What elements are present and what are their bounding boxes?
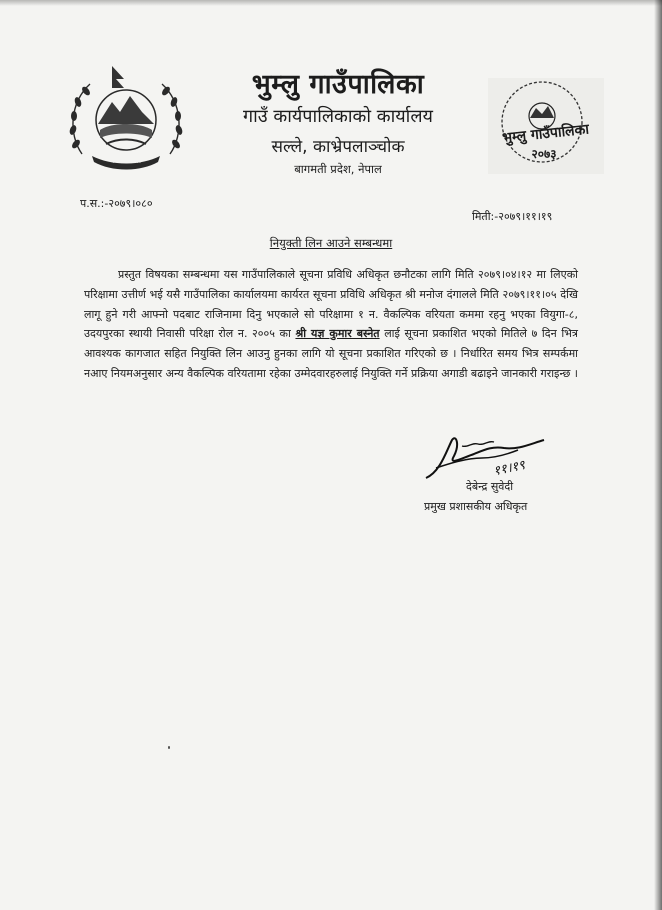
province-line: बागमती प्रदेश, नेपाल [294,162,382,176]
emblem-banner-text: नेपाल सरकार [111,158,141,165]
office-name: गाउँ कार्यपालिकाको कार्यालय [243,106,433,127]
scan-top-shadow [0,0,662,6]
stamp-year: २०७३ [531,147,557,161]
municipality-name: भुम्लु गाउँपालिका [251,69,425,100]
body-text-part2: लाई सूचना प्रकाशित भएको मितिले ७ दिन भित्र आवश्यक कागजात सहित नियुक्ति लिन आउनु हुनका लागि यो सूचना प्रकाशित गरिएको छ । निर्धारित समय भित्र सम्पर्कमा नआए नियमअनुसार अन्य वैकल्पिक वरियतामा रहेका उम्मेदवारहरुलाई नियुक्ति गर्ने प्रक्रिया अगाडी बढाइने जानकारी गराइन्छ । [84,327,578,380]
body-paragraph [84,265,578,384]
handwritten-signature [422,428,554,486]
subject-text: नियुक्ती लिन आउने सम्बन्धमा [269,236,393,250]
signatory-title: प्रमुख प्रशासकीय अधिकृत [424,500,528,513]
stamp-text: भुम्लु गाउँपालिका [501,121,590,147]
candidate-name: श्री यज्ञ कुमार बस्नेत [295,327,380,341]
municipality-stamp [486,76,606,176]
signature-date: ११।१९ [492,457,527,480]
nepal-emblem-logo [62,62,190,174]
subject-line [0,236,662,251]
body-text-part1: प्रस्तुत विषयका सम्बन्धमा यस गाउँपालिकाले सूचना प्रविधि अधिकृत छनौटका लागि मिति २०७९।०४।१२ मा लिएको परिक्षामा उत्तीर्ण भई यसै गाउँपालिका कार्यालयमा कार्यरत सूचना प्रविधि अधिकृत श्री मनोज दंगालले मिति २०७९।११।०५ देखि लागू हुने गरी आफ्नो पदबाट राजिनामा दिनु भएकाले सो परिक्षामा १ न. वैकल्पिक वरियता कममा रहनु भएका वियुगा-८, उदयपुरका स्थायी निवासी परिक्षा रोल न. २००५ का [84,268,578,341]
office-address: सल्ले, काभ्रेपलाञ्चोक [271,137,405,157]
scan-right-shadow [654,0,662,910]
reference-number: प.स.:-२०७९।०८० [80,197,153,210]
scan-speck [168,746,170,749]
letter-date: मिती:-२०७९।११।१९ [472,210,553,223]
signatory-name: देबेन्द्र सुवेदी [466,480,514,493]
